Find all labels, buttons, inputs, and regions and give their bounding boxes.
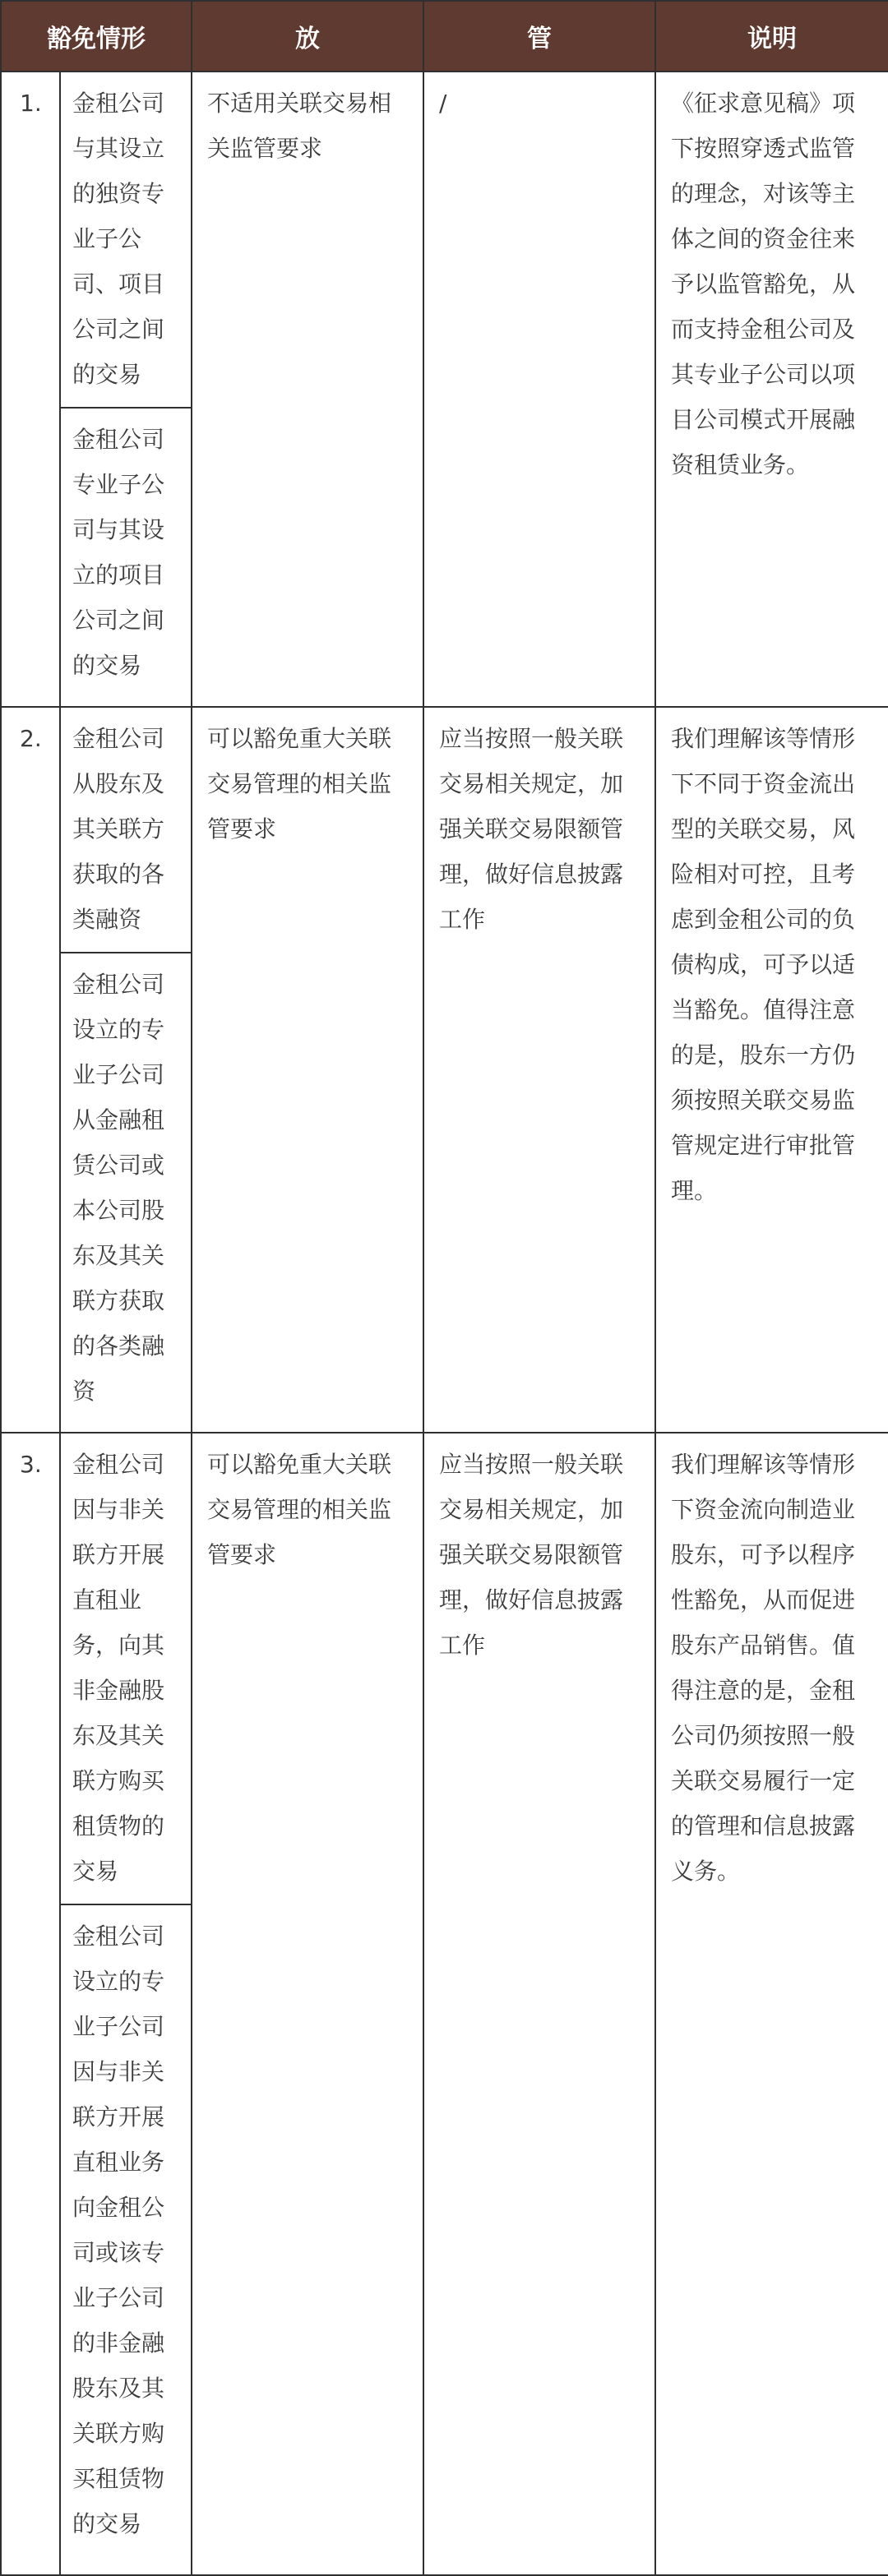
table-row: [1, 707, 888, 953]
header-fang: 放: [192, 1, 423, 72]
fang-cell: 不适用关联交易相关监管要求: [192, 72, 423, 707]
table-row: [1, 1433, 888, 1904]
explanation-cell: 我们理解该等情形下资金流向制造业股东，可予以程序性豁免，从而促进股东产品销售。值得注意的是，金租公司仍须按照一般关联交易履行一定的管理和信息披露义务。: [655, 1433, 888, 2575]
fang-cell: 可以豁免重大关联交易管理的相关监管要求: [192, 1433, 423, 2575]
case-cell: 金租公司从股东及其关联方获取的各类融资: [60, 707, 192, 953]
row-number: 3.: [1, 1433, 60, 2575]
guan-cell: 应当按照一般关联交易相关规定，加强关联交易限额管理，做好信息披露工作: [423, 707, 655, 1433]
explanation-cell: 我们理解该等情形下不同于资金流出型的关联交易，风险相对可控，且考虑到金租公司的负债构成，可予以适当豁免。值得注意的是，股东一方仍须按照关联交易监管规定进行审批管理。: [655, 707, 888, 1433]
header-guan: 管: [423, 1, 655, 72]
case-cell: 金租公司与其设立的独资专业子公司、项目公司之间的交易: [60, 72, 192, 408]
explanation-cell: 《征求意见稿》项下按照穿透式监管的理念，对该等主体之间的资金往来予以监管豁免，从而支持金租公司及其专业子公司以项目公司模式开展融资租赁业务。: [655, 72, 888, 707]
case-cell: 金租公司专业子公司与其设立的项目公司之间的交易: [60, 408, 192, 707]
guan-cell: 应当按照一般关联交易相关规定，加强关联交易限额管理，做好信息披露工作: [423, 1433, 655, 2575]
table-row: [1, 72, 888, 408]
row-number: 2.: [1, 707, 60, 1433]
row-number: 1.: [1, 72, 60, 707]
case-cell: 金租公司设立的专业子公司从金融租赁公司或本公司股东及其关联方获取的各类融资: [60, 953, 192, 1433]
guan-cell: /: [423, 72, 655, 707]
header-exemption-case: 豁免情形: [1, 1, 192, 72]
header-row: [1, 1, 888, 72]
case-cell: 金租公司因与非关联方开展直租业务，向其非金融股东及其关联方购买租赁物的交易: [60, 1433, 192, 1904]
fang-cell: 可以豁免重大关联交易管理的相关监管要求: [192, 707, 423, 1433]
header-explanation: 说明: [655, 1, 888, 72]
case-cell: 金租公司设立的专业子公司因与非关联方开展直租业务向金租公司或该专业子公司的非金融股东及其关联方购买租赁物的交易: [60, 1904, 192, 2575]
